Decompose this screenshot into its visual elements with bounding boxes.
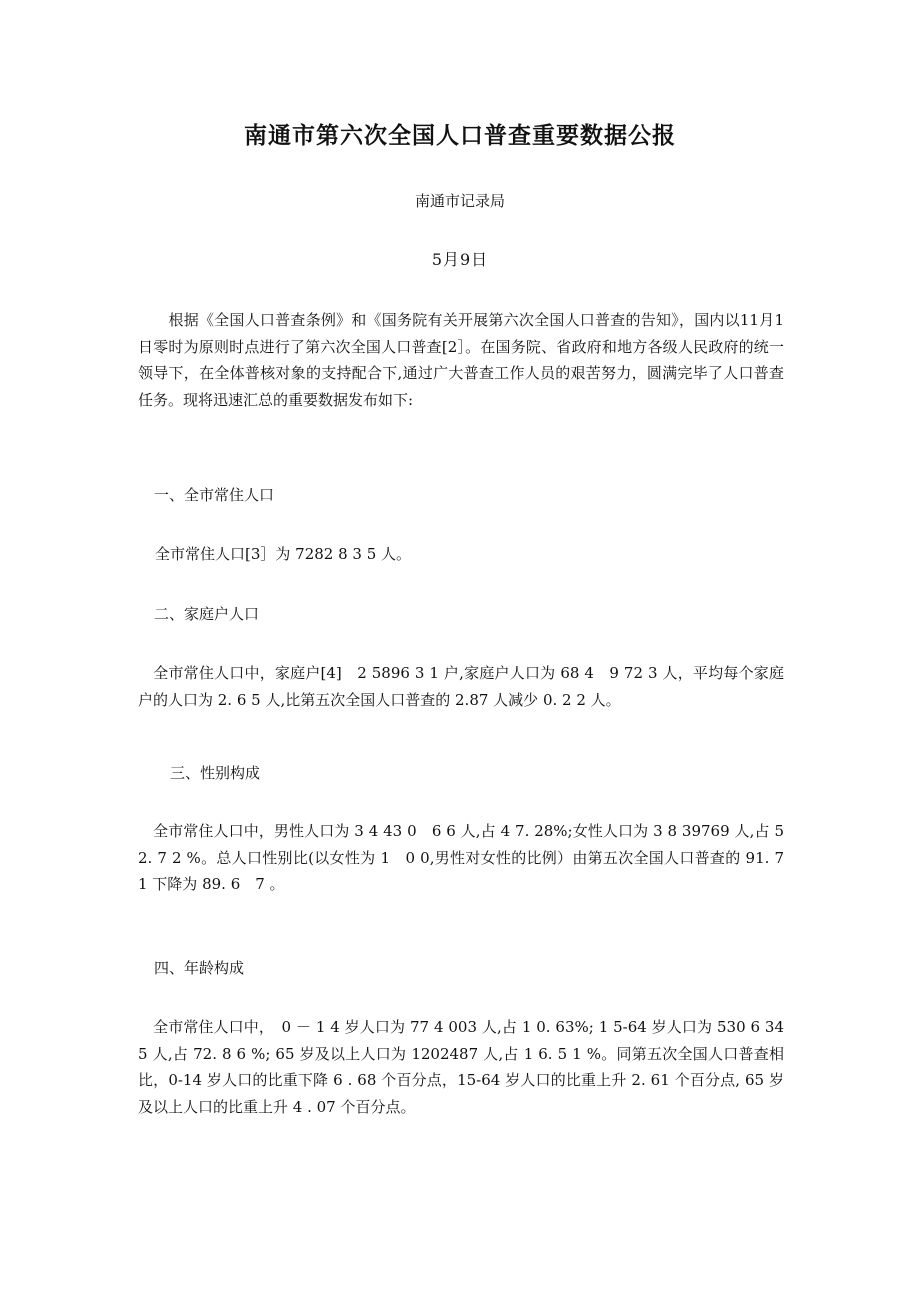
- section-heading-4: 四、年龄构成: [154, 959, 245, 977]
- section-heading-3: 三、性别构成: [170, 764, 261, 782]
- page-title: 南通市第六次全国人口普查重要数据公报: [244, 122, 676, 149]
- section-heading-1: 一、全市常住人口: [154, 486, 275, 504]
- intro-paragraph: 根据《全国人口普查条例》和《国务院有关开展第六次全国人口普查的告知》，国内以11月1日零时为原则时点进行了第六次全国人口普查[2］。在国务院、省政府和地方各级人民政府的统一领导下，在全体普核对象的支持配合下,通过广大普查工作人员的艰苦努力，圆满完毕了人口普查任务。现将迅速汇总的重要数据发布如下:: [138, 311, 784, 409]
- section-heading-2: 二、家庭户人口: [154, 605, 260, 623]
- date-line: 5月9日: [431, 250, 489, 269]
- section-body-4: 全市常住人口中， 0 － 1 4 岁人口为 77 4 003 人,占 1 0. 63%; 1 5-64 岁人口为 530 6 34 5 人,占 72. 8 6 %; 65 岁及以上人口为 1202487 人,占 1 6. 5 1 %。同第五次全国人口普查相比，0-14 岁人口的比重下降 6 . 68 个百分点，15-64 岁人口的比重上升 2. 61 个百分点, 65 岁及以上人口的比重上升 4 . 07 个百分点。: [138, 1018, 784, 1116]
- section-body-1: 全市常住人口[3］为 7282 8 3 5 人。: [155, 545, 412, 563]
- section-body-3: 全市常住人口中，男性人口为 3 4 43 0 6 6 人,占 4 7. 28%;女性人口为 3 8 39769 人,占 5 2. 7 2 %。总人口性别比(以女性为 1 0 0,男性对女性的比例）由第五次全国人口普查的 91. 7 1 下降为 89. 6 7 。: [138, 822, 800, 893]
- section-body-2: 全市常住人口中，家庭户[4] 2 5896 3 1 户,家庭户人口为 68 4 9 72 3 人，平均每个家庭户的人口为 2. 6 5 人,比第五次全国人口普查的 2.87 人减少 0. 2 2 人。: [138, 664, 784, 709]
- author-line: 南通市记录局: [414, 192, 505, 210]
